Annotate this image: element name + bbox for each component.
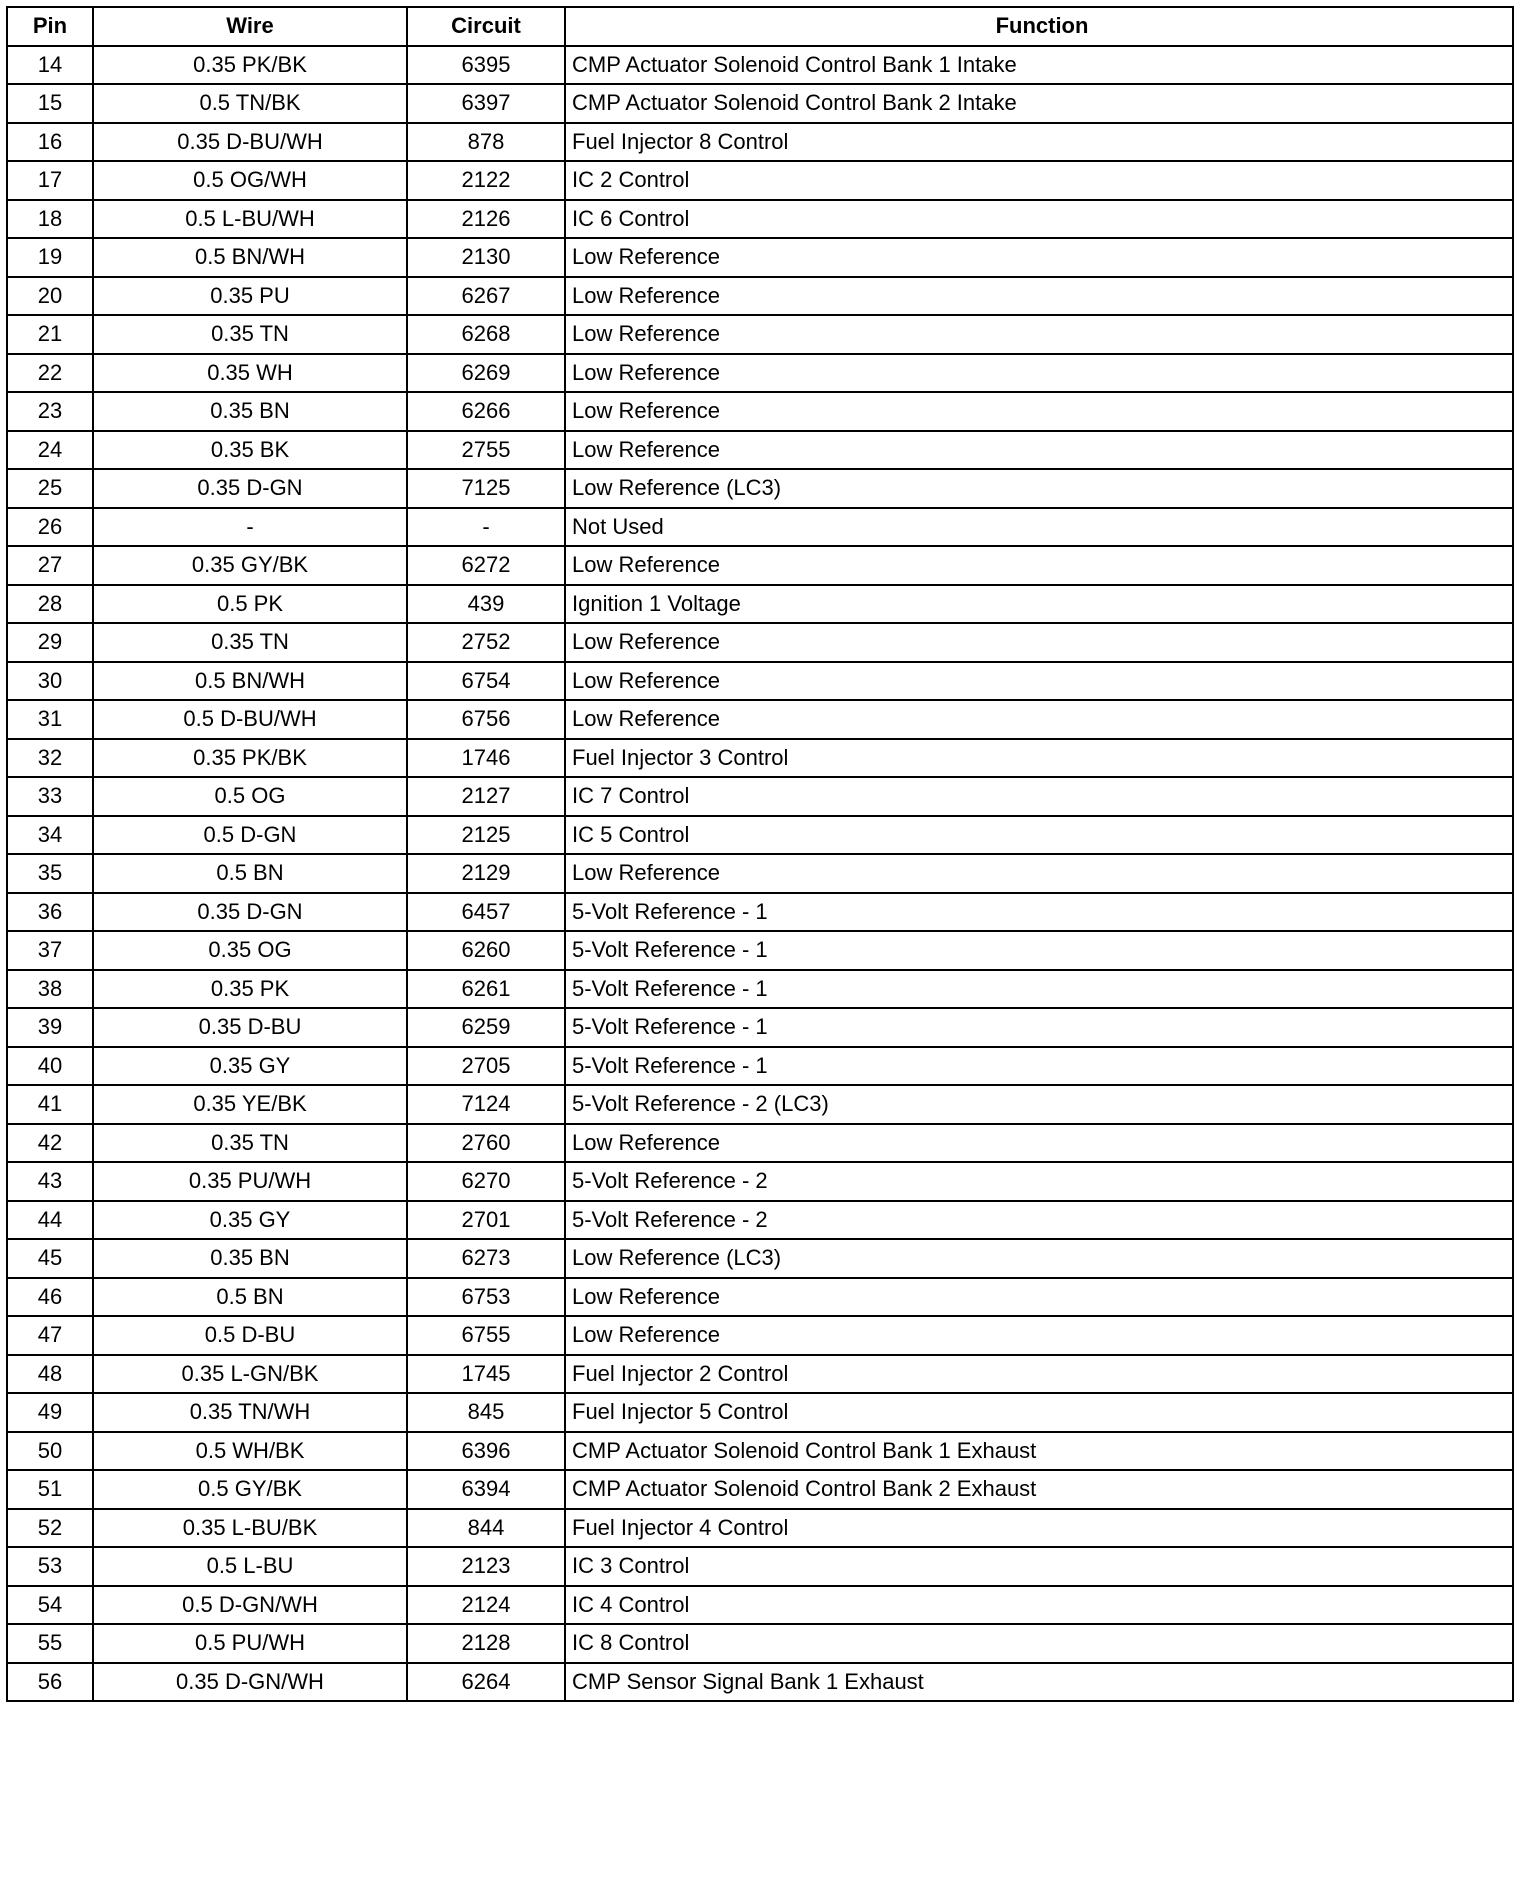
cell-function: Fuel Injector 8 Control: [565, 123, 1513, 162]
cell-pin: 26: [7, 508, 93, 547]
table-row: [7, 1547, 1513, 1586]
cell-wire: 0.35 PU/WH: [93, 1162, 407, 1201]
cell-pin: 32: [7, 739, 93, 778]
cell-pin: 34: [7, 816, 93, 855]
cell-function: IC 3 Control: [565, 1547, 1513, 1586]
cell-function: CMP Actuator Solenoid Control Bank 2 Intake: [565, 84, 1513, 123]
cell-circuit: 7125: [407, 469, 565, 508]
table-row: [7, 1239, 1513, 1278]
cell-circuit: 6397: [407, 84, 565, 123]
cell-circuit: 6394: [407, 1470, 565, 1509]
cell-wire: 0.5 OG/WH: [93, 161, 407, 200]
table-row: [7, 1201, 1513, 1240]
cell-circuit: 6269: [407, 354, 565, 393]
cell-pin: 25: [7, 469, 93, 508]
cell-circuit: 7124: [407, 1085, 565, 1124]
table-row: [7, 585, 1513, 624]
table-row: [7, 315, 1513, 354]
cell-function: Low Reference (LC3): [565, 469, 1513, 508]
cell-wire: 0.35 PK/BK: [93, 46, 407, 85]
cell-circuit: 2125: [407, 816, 565, 855]
table-row: [7, 1085, 1513, 1124]
cell-wire: 0.35 D-BU/WH: [93, 123, 407, 162]
cell-wire: 0.35 TN: [93, 1124, 407, 1163]
cell-pin: 21: [7, 315, 93, 354]
table-row: [7, 816, 1513, 855]
table-row: [7, 777, 1513, 816]
table-row: [7, 392, 1513, 431]
cell-pin: 19: [7, 238, 93, 277]
cell-wire: 0.5 OG: [93, 777, 407, 816]
table-row: [7, 46, 1513, 85]
cell-function: CMP Sensor Signal Bank 1 Exhaust: [565, 1663, 1513, 1702]
cell-function: Not Used: [565, 508, 1513, 547]
cell-pin: 17: [7, 161, 93, 200]
table-row: [7, 739, 1513, 778]
cell-function: Low Reference (LC3): [565, 1239, 1513, 1278]
table-row: [7, 508, 1513, 547]
cell-function: Low Reference: [565, 623, 1513, 662]
cell-wire: 0.35 L-BU/BK: [93, 1509, 407, 1548]
cell-circuit: 6273: [407, 1239, 565, 1278]
table-row: [7, 84, 1513, 123]
cell-function: Low Reference: [565, 315, 1513, 354]
table-row: [7, 1509, 1513, 1548]
cell-function: Low Reference: [565, 277, 1513, 316]
cell-wire: 0.35 D-BU: [93, 1008, 407, 1047]
cell-circuit: 6270: [407, 1162, 565, 1201]
cell-circuit: 6260: [407, 931, 565, 970]
cell-function: IC 4 Control: [565, 1586, 1513, 1625]
table-row: [7, 1008, 1513, 1047]
cell-function: 5-Volt Reference - 2: [565, 1201, 1513, 1240]
cell-pin: 50: [7, 1432, 93, 1471]
cell-circuit: 845: [407, 1393, 565, 1432]
column-header-circuit: Circuit: [407, 7, 565, 46]
cell-wire: 0.35 YE/BK: [93, 1085, 407, 1124]
cell-wire: 0.35 D-GN: [93, 893, 407, 932]
cell-pin: 38: [7, 970, 93, 1009]
cell-function: 5-Volt Reference - 2: [565, 1162, 1513, 1201]
cell-function: Low Reference: [565, 431, 1513, 470]
cell-function: Low Reference: [565, 392, 1513, 431]
table-row: [7, 1432, 1513, 1471]
header-row: [7, 7, 1513, 46]
cell-pin: 15: [7, 84, 93, 123]
cell-function: Low Reference: [565, 1316, 1513, 1355]
cell-wire: 0.35 TN/WH: [93, 1393, 407, 1432]
cell-pin: 49: [7, 1393, 93, 1432]
cell-wire: 0.35 BN: [93, 1239, 407, 1278]
cell-pin: 31: [7, 700, 93, 739]
cell-wire: 0.35 L-GN/BK: [93, 1355, 407, 1394]
table-row: [7, 161, 1513, 200]
cell-pin: 14: [7, 46, 93, 85]
cell-circuit: 6395: [407, 46, 565, 85]
cell-circuit: 6261: [407, 970, 565, 1009]
cell-wire: 0.35 D-GN: [93, 469, 407, 508]
cell-wire: 0.35 TN: [93, 315, 407, 354]
table-row: [7, 700, 1513, 739]
cell-function: Low Reference: [565, 546, 1513, 585]
cell-circuit: 2129: [407, 854, 565, 893]
cell-pin: 24: [7, 431, 93, 470]
column-header-pin: Pin: [7, 7, 93, 46]
cell-pin: 36: [7, 893, 93, 932]
cell-circuit: 6266: [407, 392, 565, 431]
table-row: [7, 1624, 1513, 1663]
table-header: [7, 7, 1513, 46]
table-row: [7, 354, 1513, 393]
cell-function: CMP Actuator Solenoid Control Bank 1 Exhaust: [565, 1432, 1513, 1471]
cell-circuit: 2127: [407, 777, 565, 816]
cell-pin: 47: [7, 1316, 93, 1355]
cell-function: Low Reference: [565, 662, 1513, 701]
cell-pin: 40: [7, 1047, 93, 1086]
cell-pin: 27: [7, 546, 93, 585]
cell-function: IC 8 Control: [565, 1624, 1513, 1663]
cell-circuit: 1745: [407, 1355, 565, 1394]
cell-circuit: 6259: [407, 1008, 565, 1047]
cell-wire: 0.35 OG: [93, 931, 407, 970]
cell-pin: 30: [7, 662, 93, 701]
cell-wire: 0.35 GY: [93, 1201, 407, 1240]
cell-wire: 0.35 D-GN/WH: [93, 1663, 407, 1702]
table-row: [7, 662, 1513, 701]
cell-pin: 33: [7, 777, 93, 816]
cell-function: 5-Volt Reference - 1: [565, 970, 1513, 1009]
cell-wire: 0.35 TN: [93, 623, 407, 662]
cell-function: 5-Volt Reference - 1: [565, 1008, 1513, 1047]
cell-pin: 48: [7, 1355, 93, 1394]
table-row: [7, 893, 1513, 932]
cell-circuit: 2752: [407, 623, 565, 662]
cell-pin: 42: [7, 1124, 93, 1163]
pinout-table: [6, 6, 1514, 1702]
cell-pin: 51: [7, 1470, 93, 1509]
cell-wire: 0.35 GY/BK: [93, 546, 407, 585]
cell-function: Low Reference: [565, 854, 1513, 893]
cell-wire: 0.5 PK: [93, 585, 407, 624]
cell-wire: 0.5 BN: [93, 854, 407, 893]
cell-pin: 44: [7, 1201, 93, 1240]
cell-function: Fuel Injector 3 Control: [565, 739, 1513, 778]
table-row: [7, 1047, 1513, 1086]
cell-function: Fuel Injector 2 Control: [565, 1355, 1513, 1394]
cell-circuit: 878: [407, 123, 565, 162]
cell-wire: 0.35 PK/BK: [93, 739, 407, 778]
table-row: [7, 854, 1513, 893]
table-row: [7, 1278, 1513, 1317]
cell-pin: 29: [7, 623, 93, 662]
cell-wire: 0.5 D-BU: [93, 1316, 407, 1355]
cell-wire: 0.35 WH: [93, 354, 407, 393]
cell-pin: 41: [7, 1085, 93, 1124]
cell-circuit: 2130: [407, 238, 565, 277]
table-row: [7, 546, 1513, 585]
cell-circuit: 2128: [407, 1624, 565, 1663]
table-row: [7, 431, 1513, 470]
cell-circuit: 6756: [407, 700, 565, 739]
cell-function: 5-Volt Reference - 2 (LC3): [565, 1085, 1513, 1124]
cell-function: Low Reference: [565, 700, 1513, 739]
cell-wire: 0.5 BN/WH: [93, 238, 407, 277]
cell-wire: 0.35 PK: [93, 970, 407, 1009]
cell-circuit: 2705: [407, 1047, 565, 1086]
cell-wire: 0.35 BK: [93, 431, 407, 470]
cell-function: IC 6 Control: [565, 200, 1513, 239]
cell-pin: 43: [7, 1162, 93, 1201]
cell-pin: 45: [7, 1239, 93, 1278]
cell-function: CMP Actuator Solenoid Control Bank 2 Exhaust: [565, 1470, 1513, 1509]
cell-circuit: 2122: [407, 161, 565, 200]
cell-pin: 16: [7, 123, 93, 162]
cell-function: Ignition 1 Voltage: [565, 585, 1513, 624]
column-header-wire: Wire: [93, 7, 407, 46]
cell-wire: 0.5 PU/WH: [93, 1624, 407, 1663]
cell-circuit: 2126: [407, 200, 565, 239]
cell-wire: 0.35 GY: [93, 1047, 407, 1086]
cell-circuit: 844: [407, 1509, 565, 1548]
cell-circuit: 6268: [407, 315, 565, 354]
cell-circuit: 6754: [407, 662, 565, 701]
table-row: [7, 1470, 1513, 1509]
table-row: [7, 238, 1513, 277]
cell-wire: 0.5 D-GN: [93, 816, 407, 855]
cell-wire: 0.5 GY/BK: [93, 1470, 407, 1509]
table-row: [7, 1316, 1513, 1355]
table-row: [7, 970, 1513, 1009]
cell-circuit: 439: [407, 585, 565, 624]
cell-function: IC 5 Control: [565, 816, 1513, 855]
cell-function: Low Reference: [565, 1124, 1513, 1163]
column-header-function: Function: [565, 7, 1513, 46]
cell-function: IC 2 Control: [565, 161, 1513, 200]
connector-pinout-sheet: [6, 6, 1512, 1702]
table-row: [7, 931, 1513, 970]
cell-function: Low Reference: [565, 238, 1513, 277]
cell-circuit: 6267: [407, 277, 565, 316]
cell-function: Fuel Injector 5 Control: [565, 1393, 1513, 1432]
cell-pin: 53: [7, 1547, 93, 1586]
cell-circuit: 6753: [407, 1278, 565, 1317]
cell-circuit: 6457: [407, 893, 565, 932]
cell-function: 5-Volt Reference - 1: [565, 1047, 1513, 1086]
cell-wire: 0.5 L-BU: [93, 1547, 407, 1586]
cell-pin: 52: [7, 1509, 93, 1548]
table-row: [7, 623, 1513, 662]
table-row: [7, 1393, 1513, 1432]
cell-circuit: 2760: [407, 1124, 565, 1163]
cell-wire: 0.5 BN/WH: [93, 662, 407, 701]
cell-wire: -: [93, 508, 407, 547]
table-row: [7, 1586, 1513, 1625]
cell-pin: 37: [7, 931, 93, 970]
cell-wire: 0.5 BN: [93, 1278, 407, 1317]
table-row: [7, 277, 1513, 316]
table-row: [7, 200, 1513, 239]
cell-pin: 35: [7, 854, 93, 893]
table-body: [7, 46, 1513, 1702]
table-row: [7, 123, 1513, 162]
cell-wire: 0.5 TN/BK: [93, 84, 407, 123]
cell-pin: 46: [7, 1278, 93, 1317]
cell-pin: 20: [7, 277, 93, 316]
table-row: [7, 1162, 1513, 1201]
cell-wire: 0.5 L-BU/WH: [93, 200, 407, 239]
cell-pin: 23: [7, 392, 93, 431]
cell-function: 5-Volt Reference - 1: [565, 931, 1513, 970]
cell-circuit: 2755: [407, 431, 565, 470]
cell-wire: 0.5 WH/BK: [93, 1432, 407, 1471]
cell-circuit: 6264: [407, 1663, 565, 1702]
cell-circuit: -: [407, 508, 565, 547]
cell-circuit: 2124: [407, 1586, 565, 1625]
cell-circuit: 1746: [407, 739, 565, 778]
cell-pin: 56: [7, 1663, 93, 1702]
cell-function: Low Reference: [565, 354, 1513, 393]
cell-pin: 22: [7, 354, 93, 393]
cell-wire: 0.5 D-BU/WH: [93, 700, 407, 739]
cell-pin: 55: [7, 1624, 93, 1663]
cell-function: Low Reference: [565, 1278, 1513, 1317]
table-row: [7, 1124, 1513, 1163]
cell-function: IC 7 Control: [565, 777, 1513, 816]
cell-circuit: 6272: [407, 546, 565, 585]
cell-wire: 0.35 PU: [93, 277, 407, 316]
cell-wire: 0.5 D-GN/WH: [93, 1586, 407, 1625]
cell-circuit: 2123: [407, 1547, 565, 1586]
cell-pin: 39: [7, 1008, 93, 1047]
cell-function: 5-Volt Reference - 1: [565, 893, 1513, 932]
cell-circuit: 6396: [407, 1432, 565, 1471]
table-row: [7, 1663, 1513, 1702]
cell-function: CMP Actuator Solenoid Control Bank 1 Intake: [565, 46, 1513, 85]
cell-function: Fuel Injector 4 Control: [565, 1509, 1513, 1548]
cell-circuit: 2701: [407, 1201, 565, 1240]
table-row: [7, 469, 1513, 508]
cell-pin: 28: [7, 585, 93, 624]
cell-wire: 0.35 BN: [93, 392, 407, 431]
cell-pin: 18: [7, 200, 93, 239]
cell-pin: 54: [7, 1586, 93, 1625]
cell-circuit: 6755: [407, 1316, 565, 1355]
table-row: [7, 1355, 1513, 1394]
